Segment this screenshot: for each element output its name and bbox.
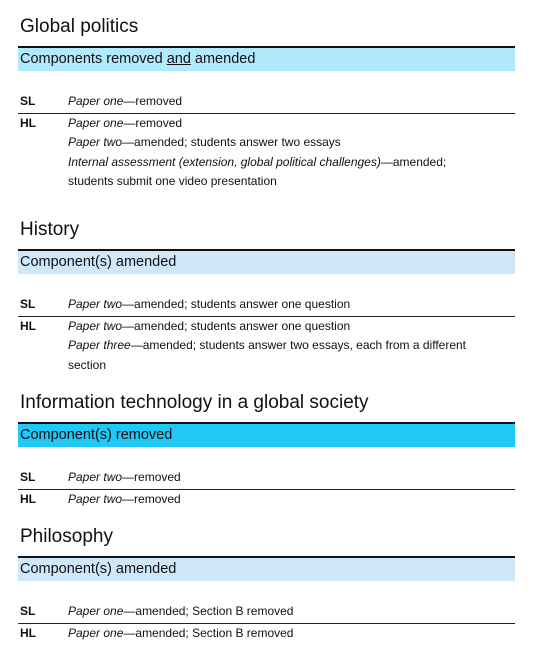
change-type-band	[18, 48, 515, 71]
component-change: —removed	[122, 470, 181, 484]
component-name: Paper two	[68, 297, 123, 311]
sl-row	[18, 92, 515, 114]
section-history	[18, 218, 515, 375]
band-text: Components removed	[20, 51, 167, 67]
component-entry	[68, 602, 515, 622]
hl-row	[18, 624, 515, 644]
component-change: —amended; students answer one question	[122, 297, 351, 311]
component-name: Paper one	[68, 604, 124, 618]
component-name: Paper two	[68, 135, 123, 149]
level-label-sl: SL	[20, 297, 36, 311]
level-rows	[18, 602, 515, 643]
section-philosophy	[18, 525, 515, 643]
band-text: amended	[190, 51, 256, 67]
component-change: —removed	[122, 491, 181, 506]
hl-row	[18, 114, 515, 192]
hl-row	[18, 490, 515, 510]
component-entry	[68, 624, 515, 644]
hl-row	[18, 317, 515, 376]
change-type-band: Component(s) amended	[18, 251, 515, 274]
section-title: Philosophy	[20, 526, 113, 547]
component-name: Paper two	[68, 318, 123, 333]
component-name: Internal assessment (extension, global political challenges)	[68, 154, 381, 169]
level-label-hl: HL	[20, 625, 36, 640]
component-name: Paper one	[68, 115, 124, 130]
level-rows	[18, 92, 515, 192]
component-entry	[68, 114, 515, 134]
band-underlined-text: and	[166, 51, 191, 67]
level-label-sl: SL	[20, 604, 36, 618]
component-entry	[68, 295, 515, 315]
component-name: Paper two	[68, 491, 123, 506]
component-name: Paper one	[68, 94, 124, 108]
component-change: —amended; Section B removed	[123, 604, 294, 618]
sl-row	[18, 468, 515, 490]
component-entry	[68, 336, 488, 375]
component-change: —removed	[123, 94, 183, 108]
change-type-band: Component(s) amended	[18, 558, 515, 581]
component-entry	[68, 317, 515, 337]
level-label-hl: HL	[20, 491, 36, 506]
component-entry	[68, 468, 515, 488]
component-entry	[68, 92, 515, 112]
component-name: Paper one	[68, 625, 124, 640]
section-global-politics	[18, 15, 515, 192]
component-change: students submit one video presentation	[68, 174, 277, 188]
component-name: Paper two	[68, 470, 123, 484]
component-change: —amended; students answer two essays	[122, 135, 341, 149]
level-label-hl: HL	[20, 318, 36, 333]
component-entry	[68, 172, 515, 192]
component-entry	[68, 133, 515, 153]
level-rows	[18, 295, 515, 375]
level-label-sl: SL	[20, 94, 36, 108]
sl-row	[18, 295, 515, 317]
component-change: —amended;	[380, 154, 447, 169]
level-rows	[18, 468, 515, 509]
section-title: Global politics	[20, 16, 139, 37]
level-label-hl: HL	[20, 115, 36, 130]
level-label-sl: SL	[20, 470, 36, 484]
component-change: —amended; students answer one question	[122, 318, 351, 333]
component-name: Paper three	[68, 338, 131, 352]
component-entry	[68, 153, 515, 173]
component-change: —removed	[123, 115, 183, 130]
section-title: History	[20, 219, 80, 240]
component-change: —amended; students answer two essays, each from a different section	[68, 338, 467, 372]
component-entry	[68, 490, 515, 510]
section-title: Information technology in a global society	[20, 392, 369, 413]
section-itgs	[18, 391, 515, 509]
sl-row	[18, 602, 515, 624]
component-change: —amended; Section B removed	[123, 625, 294, 640]
change-type-band: Component(s) removed	[18, 424, 515, 447]
